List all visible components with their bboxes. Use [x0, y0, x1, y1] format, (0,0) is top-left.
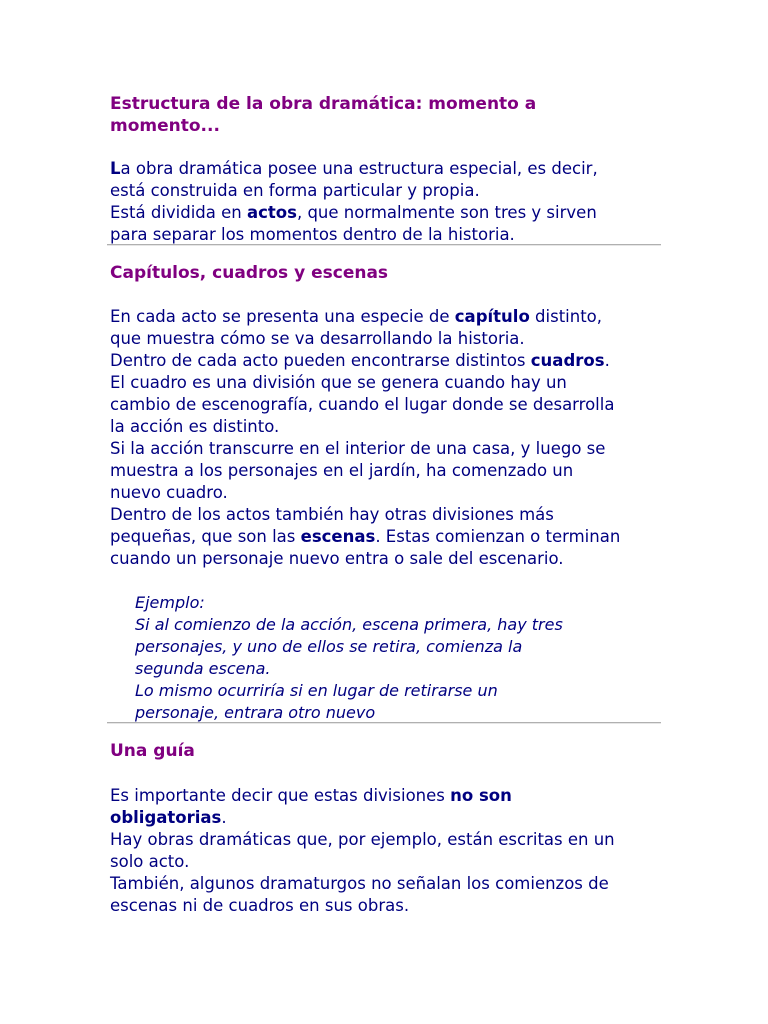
- text-fragment: Es importante decir que estas divisiones: [110, 786, 451, 805]
- text-line: está construida en forma particular y propia.: [110, 181, 480, 200]
- text-fragment: pequeñas, que son las: [110, 527, 301, 546]
- text-line: muestra a los personajes en el jardín, ha comenzado un: [110, 461, 574, 480]
- bold-term-obligatorias: obligatorias: [110, 808, 222, 827]
- text-fragment: .: [604, 351, 610, 370]
- bold-term-actos: actos: [247, 203, 297, 222]
- bold-term-no-son: no son: [450, 786, 512, 805]
- bold-term-capitulo: capítulo: [454, 307, 530, 326]
- text-line: cuando un personaje nuevo entra o sale del escenario.: [110, 549, 564, 568]
- text-line: [110, 807, 670, 829]
- section-title-estructura: [110, 93, 670, 137]
- text-line: [110, 202, 670, 224]
- text-line: solo acto.: [110, 852, 190, 871]
- intro-paragraph: [110, 158, 670, 246]
- section-title-una-guia: [110, 740, 670, 762]
- title-line: momento...: [110, 116, 220, 136]
- example-line: Ejemplo:: [135, 593, 205, 612]
- text-line: También, algunos dramaturgos no señalan los comienzos de: [110, 874, 609, 893]
- example-line: personajes, y uno de ellos se retira, comienza la: [135, 637, 523, 656]
- example-line: personaje, entrara otro nuevo: [135, 703, 376, 722]
- text-line: [110, 526, 670, 548]
- title-line: Estructura de la obra dramática: momento a: [110, 94, 537, 114]
- text-line: la acción es distinto.: [110, 417, 280, 436]
- text-line: [110, 350, 670, 372]
- bold-term-cuadros: cuadros: [530, 351, 605, 370]
- title-line: Una guía: [110, 741, 195, 761]
- example-line: Lo mismo ocurriría si en lugar de retirarse un: [135, 681, 498, 700]
- guia-paragraph: [110, 785, 670, 917]
- text-line: Si la acción transcurre en el interior de una casa, y luego se: [110, 439, 606, 458]
- text-fragment: .: [221, 808, 227, 827]
- text-line: [110, 785, 670, 807]
- title-line: Capítulos, cuadros y escenas: [110, 263, 389, 283]
- text-line: Dentro de los actos también hay otras divisiones más: [110, 505, 554, 524]
- capitulos-paragraph: [110, 306, 670, 570]
- text-line: cambio de escenografía, cuando el lugar donde se desarrolla: [110, 395, 615, 414]
- text-line: que muestra cómo se va desarrollando la historia.: [110, 329, 525, 348]
- text-fragment: distinto,: [529, 307, 603, 326]
- horizontal-rule: [107, 244, 661, 246]
- text-line: [110, 306, 670, 328]
- text-fragment: a obra dramática posee una estructura especial, es decir,: [120, 159, 598, 178]
- example-line: segunda escena.: [135, 659, 271, 678]
- example-block: [135, 592, 655, 724]
- bold-term-escenas: escenas: [300, 527, 376, 546]
- text-line: Hay obras dramáticas que, por ejemplo, están escritas en un: [110, 830, 615, 849]
- text-line: escenas ni de cuadros en sus obras.: [110, 896, 410, 915]
- section-title-capitulos: [110, 262, 670, 284]
- text-fragment: En cada acto se presenta una especie de: [110, 307, 455, 326]
- example-line: Si al comienzo de la acción, escena primera, hay tres: [135, 615, 563, 634]
- text-line: El cuadro es una división que se genera cuando hay un: [110, 373, 567, 392]
- drop-cap: L: [110, 159, 121, 178]
- text-fragment: Dentro de cada acto pueden encontrarse distintos: [110, 351, 531, 370]
- text-line: para separar los momentos dentro de la historia.: [110, 225, 515, 244]
- text-line: [110, 158, 670, 180]
- text-fragment: Está dividida en: [110, 203, 247, 222]
- text-line: nuevo cuadro.: [110, 483, 228, 502]
- horizontal-rule: [107, 722, 661, 724]
- text-fragment: , que normalmente son tres y sirven: [296, 203, 597, 222]
- text-fragment: . Estas comienzan o terminan: [375, 527, 621, 546]
